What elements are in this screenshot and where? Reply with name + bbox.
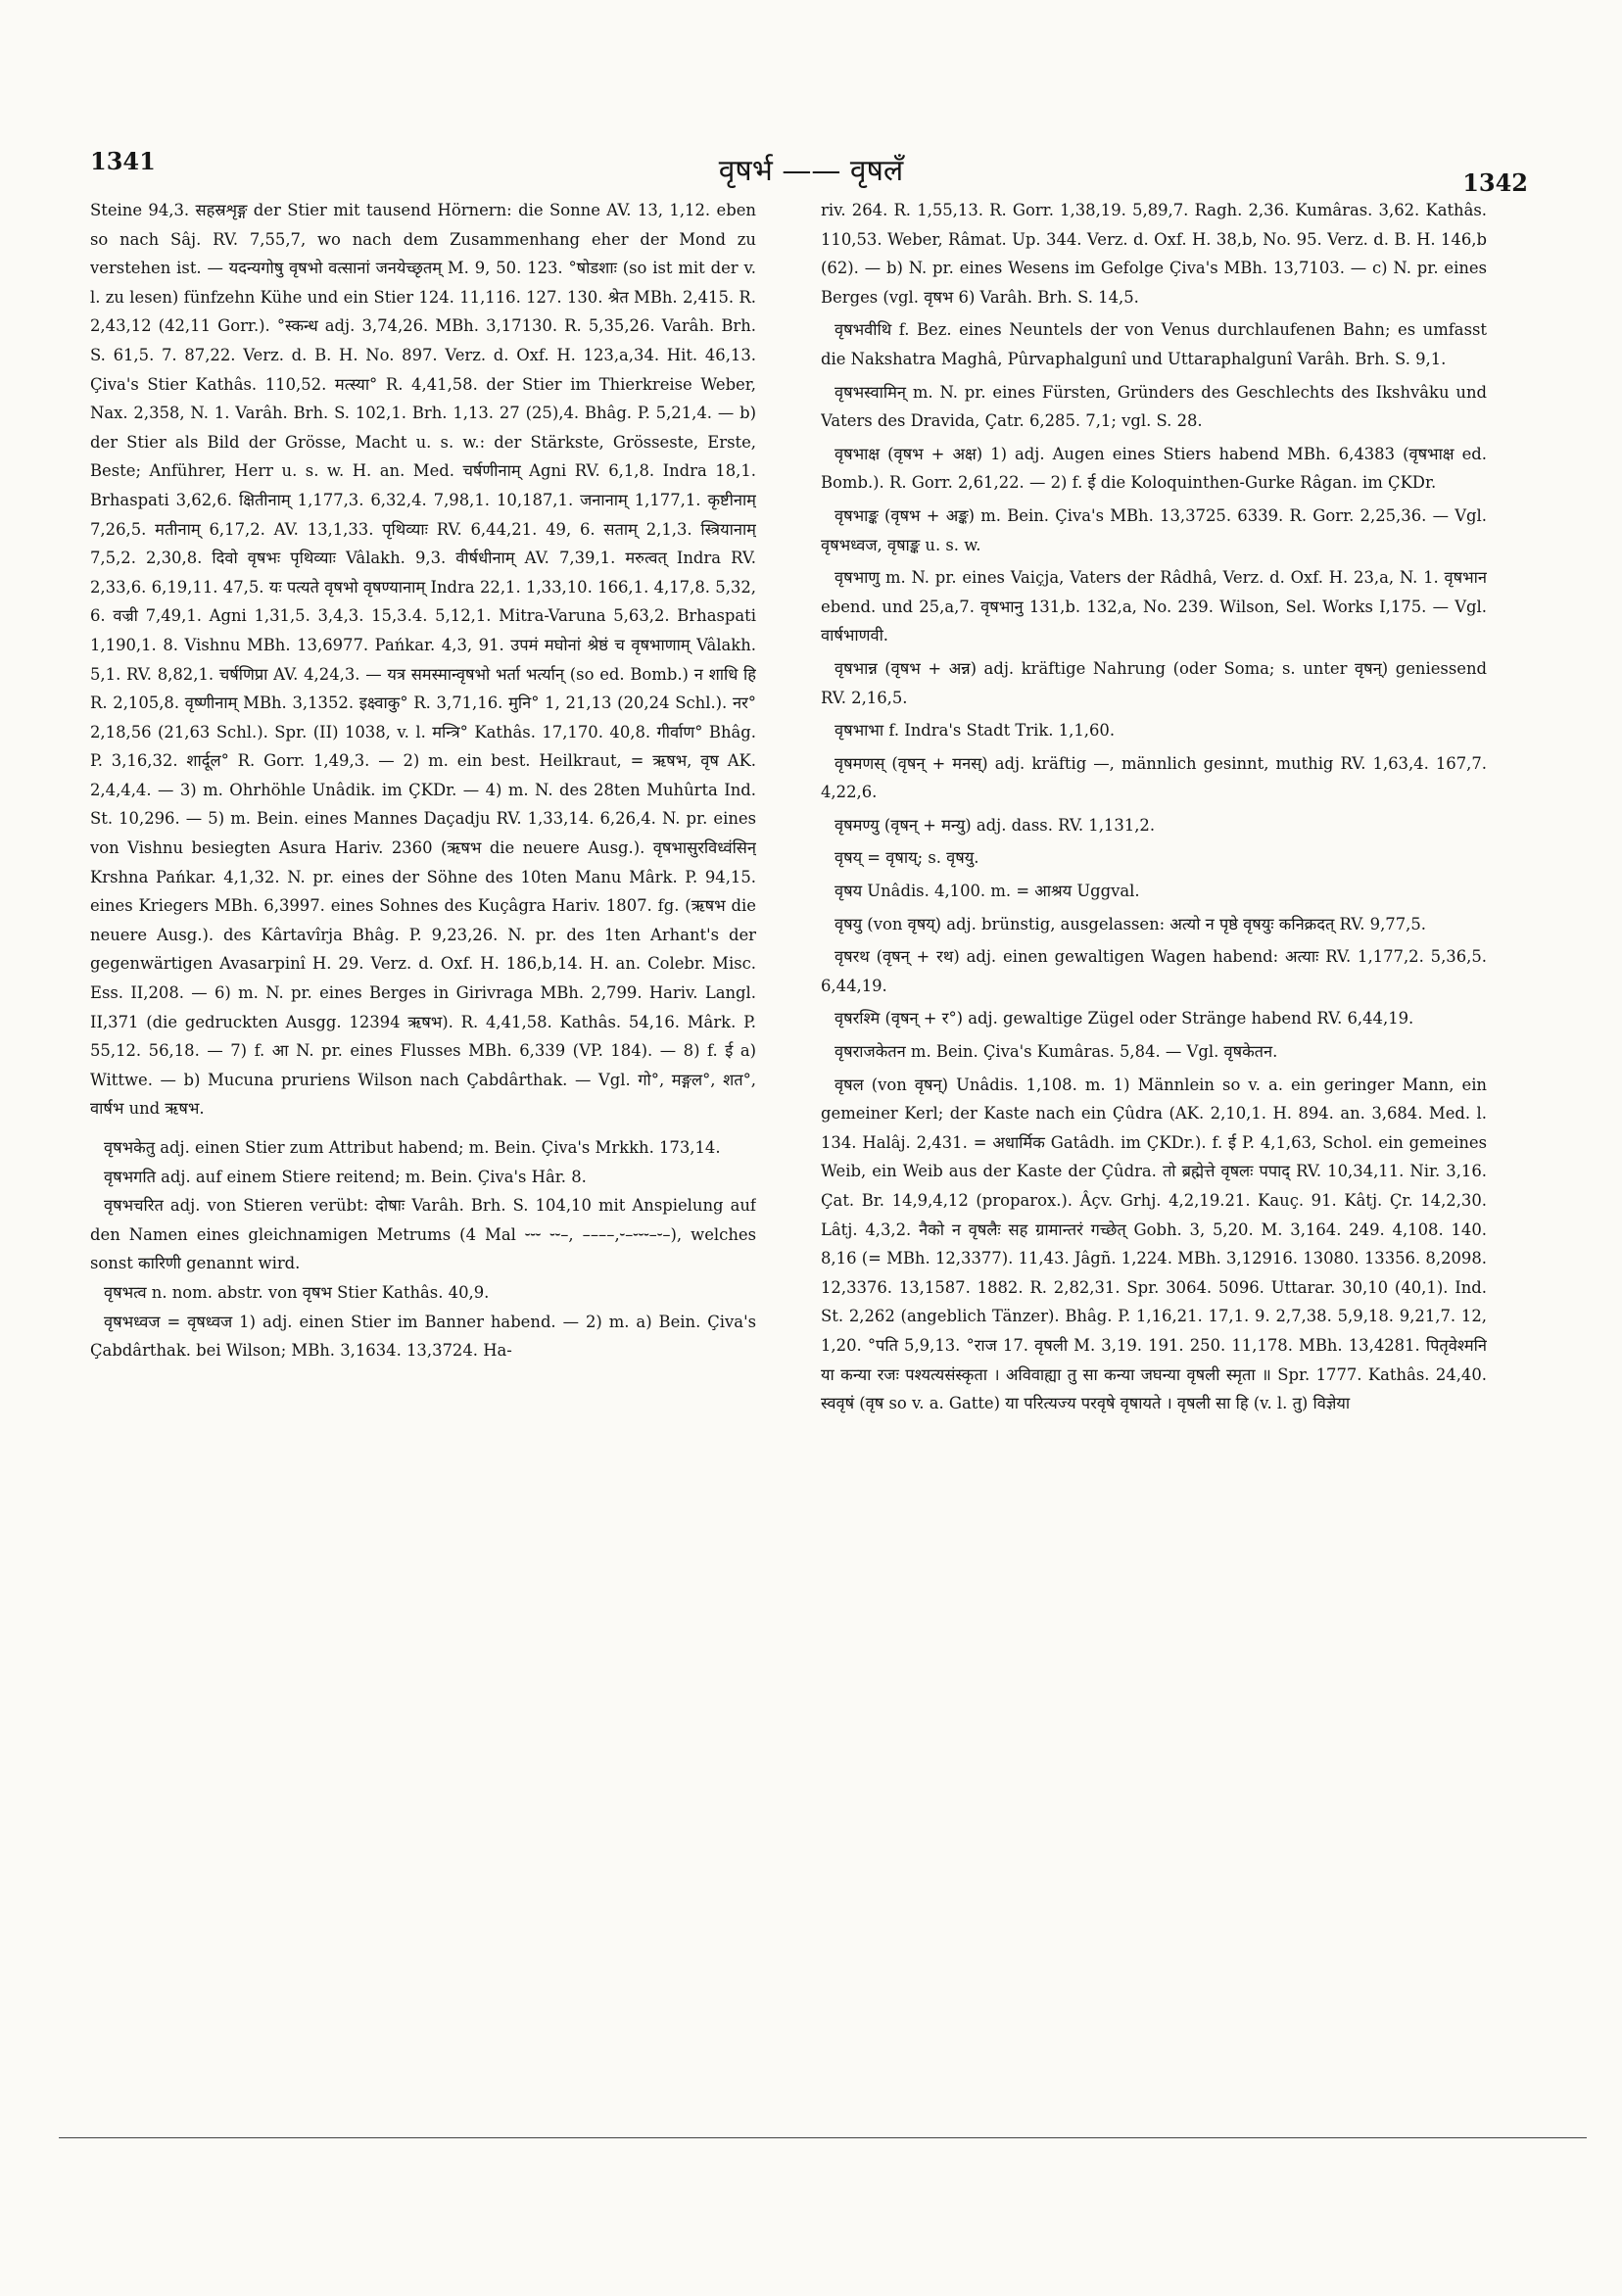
entry-paragraph: वृषराजकेतन m. Bein. Çiva's Kumâras. 5,84. — Vgl. वृषकेतन. [835, 1042, 1278, 1062]
right-column [821, 196, 1487, 1704]
entry-paragraph: वृषयु (von वृषय्) adj. brünstig, ausgelassen: अत्यो न पृष्ठे वृषयुः कनिक्रदत् RV. 9,77,5. [835, 914, 1427, 933]
left-column [90, 196, 756, 2047]
entry-paragraph: वृषभत्व n. nom. abstr. von वृषभ Stier Kathâs. 40,9. [104, 1282, 490, 1302]
entry-paragraph: वृषभगति adj. auf einem Stiere reitend; m. Bein. Çiva's Hâr. 8. [104, 1167, 587, 1186]
entry-paragraph: वृषभाक्ष (वृषभ + अक्ष) 1) adj. Augen eines Stiers habend MBh. 6,4383 (वृषभाक्ष ed. Bomb.). R. Gorr. 2,61,22. — 2) f. ई die Koloquinthen-Gurke Râgan. im ÇKDr. [821, 444, 1487, 493]
page-header [0, 147, 1622, 196]
entry-paragraph: वृषरथ (वृषन् + रथ) adj. einen gewaltigen Wagen habend: अत्याः RV. 1,177,2. 5,36,5. 6,44,19. [821, 947, 1487, 995]
entry-paragraph: Steine 94,3. सहस्रशृङ्ग der Stier mit tausend Hörnern: die Sonne AV. 13, 1,12. eben so nach Sâj. RV. 7,55,7, wo nach dem Zusammenhang eher der Mond zu verstehen ist. — यदन्यगोषु वृषभो वत्सानां जनयेच्छृतम् M. 9, 50. 123. °षोडशाः (so ist mit der v. l. zu lesen) fünfzehn Kühe und ein Stier 124. 11,116. 127. 130. श्रेत MBh. 2,415. R. 2,43,12 (42,11 Gorr.). °स्कन्ध adj. 3,74,26. MBh. 3,17130. R. 5,35,26. Varâh. Brh. S. 61,5. 7. 87,22. Verz. d. B. H. No. 897. Verz. d. Oxf. H. 123,a,34. Hit. 46,13. Çiva's Stier Kathâs. 110,52. मत्स्या° R. 4,41,58. der Stier im Thierkreise Weber, Nax. 2,358, N. 1. Varâh. Brh. S. 102,1. Brh. 1,13. 27 (25),4. Bhâg. P. 5,21,4. — b) der Stier als Bild der Grösse, Macht u. s. w.: der Stärkste, Grösseste, Erste, Beste; Anführer, Herr u. s. w. H. an. Med. चर्षणीनाम् Agni RV. 6,1,8. Indra 18,1. Brhaspati 3,62,6. क्षितीनाम् 1,177,3. 6,32,4. 7,98,1. 10,187,1. जनानाम् 1,177,1. कृष्टीनाम् 7,26,5. मतीनाम् 6,17,2. AV. 13,1,33. पृथिव्याः RV. 6,44,21. 49, 6. सताम् 2,1,3. स्त्रियानाम् 7,5,2. 2,30,8. दिवो वृषभः पृथिव्याः Vâlakh. 9,3. वीर्षधीनाम् AV. 7,39,1. मरुत्वत् Indra RV. 2,33,6. 6,19,11. 47,5. यः पत्यते वृषभो वृषण्यानाम् Indra 22,1. 1,33,10. 166,1. 4,17,8. 5,32, 6. वज्री 7,49,1. Agni 1,31,5. 3,4,3. 15,3.4. 5,12,1. Mitra-Varuna 5,63,2. Brhaspati 1,190,1. 8. Vishnu MBh. 13,6977. Pańkar. 4,3, 91. उपमं मघोनां श्रेष्ठं च वृषभाणाम् Vâlakh. 5,1. RV. 8,82,1. चर्षणिप्रा AV. 4,24,3. — यत्र समस्मान्वृषभो भर्ता भर्त्यान् (so ed. Bomb.) न शाधि हि R. 2,105,8. वृष्णीनाम् MBh. 3,1352. इक्ष्वाकु° R. 3,71,16. मुनि° 1, 21,13 (20,24 Schl.). नर° 2,18,56 (21,63 Schl.). Spr. (II) 1038, v. l. मन्त्रि° Kathâs. 17,170. 40,8. गीर्वाण° Bhâg. P. 3,16,32. शार्दूल° R. Gorr. 1,49,3. — 2) m. ein best. Heilkraut, = ऋषभ, वृष AK. 2,4,4,4. — 3) m. Ohrhöhle Unâdik. im ÇKDr. — 4) m. N. des 28ten Muhûrta Ind. St. 10,296. — 5) m. Bein. eines Mannes Daçadju RV. 1,33,14. 6,26,4. N. pr. eines von Vishnu besiegten Asura Hariv. 2360 (ऋषभ die neuere Ausg.). वृषभासुरविध्वंसिन् Krshna Pańkar. 4,1,32. N. pr. eines der Söhne des 10ten Manu Mârk. P. 94,15. eines Kriegers MBh. 6,3997. eines Sohnes des Kuçâgra Hariv. 1807. fg. (ऋषभ die neuere Ausg.). des Kârtavîrja Bhâg. P. 9,23,26. N. pr. des 1ten Arhant's der gegenwärtigen Avasarpinî H. 29. Verz. d. Oxf. H. 186,b,14. H. an. Colebr. Misc. Ess. II,208. — 6) m. N. pr. eines Berges in Girivraga MBh. 2,799. Hariv. Langl. II,371 (die gedruckten Ausgg. 12394 ऋषभ). R. 4,41,58. Kathâs. 54,16. Mârk. P. 55,12. 56,18. — 7) f. आ N. pr. eines Flusses MBh. 6,339 (VP. 184). — 8) f. ई a) Wittwe. — b) Mucuna pruriens Wilson nach Çabdârthak. — Vgl. गो°, मङ्गल°, शत°, वार्षभ und ऋषभ. [90, 201, 756, 1119]
entry-paragraph: वृषभाभा f. Indra's Stadt Trik. 1,1,60. [835, 721, 1116, 741]
entry-paragraph: वृषय Unâdis. 4,100. m. = आश्रय Uggval. [835, 882, 1140, 901]
footer-rule [59, 2137, 1587, 2138]
entry-paragraph: वृषरश्मि (वृषन् + र°) adj. gewaltige Zügel oder Stränge habend RV. 6,44,19. [835, 1009, 1414, 1028]
page-number-left: 1341 [90, 147, 156, 175]
entry-paragraph: वृषल (von वृषन्) Unâdis. 1,108. m. 1) Männlein so v. a. ein geringer Mann, ein gemeiner Kerl; der Kaste nach ein Çûdra (AK. 2,10,1. H. 894. an. 3,684. Med. l. 134. Halâj. 2,431. = अधार्मिक Gatâdh. im ÇKDr.). f. ई P. 4,1,63, Schol. ein gemeines Weib, ein Weib aus der Kaste der Çûdra. तो ब्रह्मेत्ते वृषलः पपाद् RV. 10,34,11. Nir. 3,16. Çat. Br. 14,9,4,12 (proparox.). Âçv. Grhj. 4,2,19.21. Kauç. 91. Kâtj. Çr. 14,2,30. Lâtj. 4,3,2. नैको न वृषलैः सह ग्रामान्तरं गच्छेत् Gobh. 3, 5,20. M. 3,164. 249. 4,108. 140. 8,16 (= MBh. 12,3377). 11,43. Jâgñ. 1,224. MBh. 3,12916. 13080. 13356. 8,2098. 12,3376. 13,1587. 1882. R. 2,82,31. Spr. 3064. 5096. Uttarar. 30,10 (40,1). Ind. St. 2,262 (angeblich Tänzer). Bhâg. P. 1,16,21. 17,1. 9. 2,7,38. 5,9,18. 9,21,7. 12, 1,20. °पति 5,9,13. °राज 17. वृषली M. 3,19. 191. 250. 11,178. MBh. 13,4281. पितृवेश्मनि या कन्या रजः पश्यत्यसंस्कृता । अविवाह्या तु सा कन्या जघन्या वृषली स्मृता ॥ Spr. 1777. Kathâs. 24,40. स्ववृषं (वृष so v. a. Gatte) या परित्यज्य परवृषे वृषायते । वृषली सा हि (v. l. तु) विज्ञेया [821, 1075, 1487, 1413]
page-number-right: 1342 [1462, 168, 1528, 197]
entry-paragraph: वृषय् = वृषाय्; s. वृषयु. [835, 848, 979, 868]
entry-paragraph: वृषमण्यु (वृषन् + मन्यु) adj. dass. RV. 1,131,2. [835, 815, 1156, 835]
running-title: वृषर्भ —— वृषलँ [718, 154, 904, 188]
entry-paragraph: वृषभकेतु adj. einen Stier zum Attribut habend; m. Bein. Çiva's Mrkkh. 173,14. [104, 1138, 721, 1157]
entry-paragraph: riv. 264. R. 1,55,13. R. Gorr. 1,38,19. 5,89,7. Ragh. 2,36. Kumâras. 3,62. Kathâs. 110,53. Weber, Râmat. Up. 344. Verz. d. Oxf. H. 38,b, No. 95. Verz. d. B. H. 146,b (62). — b) N. pr. eines Wesens im Gefolge Çiva's MBh. 13,7103. — c) N. pr. eines Berges (vgl. वृषभ 6) Varâh. Brh. S. 14,5. [821, 201, 1487, 307]
entry-paragraph: वृषभचरित adj. von Stieren verübt: दोषाः Varâh. Brh. S. 104,10 mit Anspielung auf den Namen eines gleichnamigen Metrums (4 Mal ⏑⏑⏑ ⏑⏑–, ––––,⏑–⏑⏑⏑–⏑–), welches sonst कारिणी genannt wird. [90, 1196, 756, 1273]
entry-paragraph: वृषभान्न (वृषभ + अन्न) adj. kräftige Nahrung (oder Soma; s. unter वृषन्) geniessend RV. 2,16,5. [821, 658, 1487, 707]
entry-paragraph: वृषभवीथि f. Bez. eines Neuntels der von Venus durchlaufenen Bahn; es umfasst die Nakshatra Maghâ, Pûrvaphalgunî und Uttaraphalgunî Varâh. Brh. S. 9,1. [821, 320, 1487, 368]
entry-paragraph: वृषभाङ्क (वृषभ + अङ्क) m. Bein. Çiva's MBh. 13,3725. 6339. R. Gorr. 2,25,36. — Vgl. वृषभध्वज, वृषाङ्क u. s. w. [821, 505, 1487, 554]
entry-paragraph: वृषभाणु m. N. pr. eines Vaiçja, Vaters der Râdhâ, Verz. d. Oxf. H. 23,a, N. 1. वृषभान ebend. und 25,a,7. वृषभानु 131,b. 132,a, No. 239. Wilson, Sel. Works I,175. — Vgl. वार्षभाणवी. [821, 568, 1487, 646]
entry-paragraph: वृषमणस् (वृषन् + मनस्) adj. kräftig —, männlich gesinnt, muthig RV. 1,63,4. 167,7. 4,22,6. [821, 753, 1487, 802]
entry-paragraph: वृषभध्वज = वृषध्वज 1) adj. einen Stier im Banner habend. — 2) m. a) Bein. Çiva's Çabdârthak. bei Wilson; MBh. 3,1634. 13,3724. Ha- [90, 1312, 756, 1361]
entry-paragraph: वृषभस्वामिन् m. N. pr. eines Fürsten, Gründers des Geschlechts des Ikshvâku und Vaters des Dravida, Çatr. 6,285. 7,1; vgl. S. 28. [821, 382, 1487, 431]
